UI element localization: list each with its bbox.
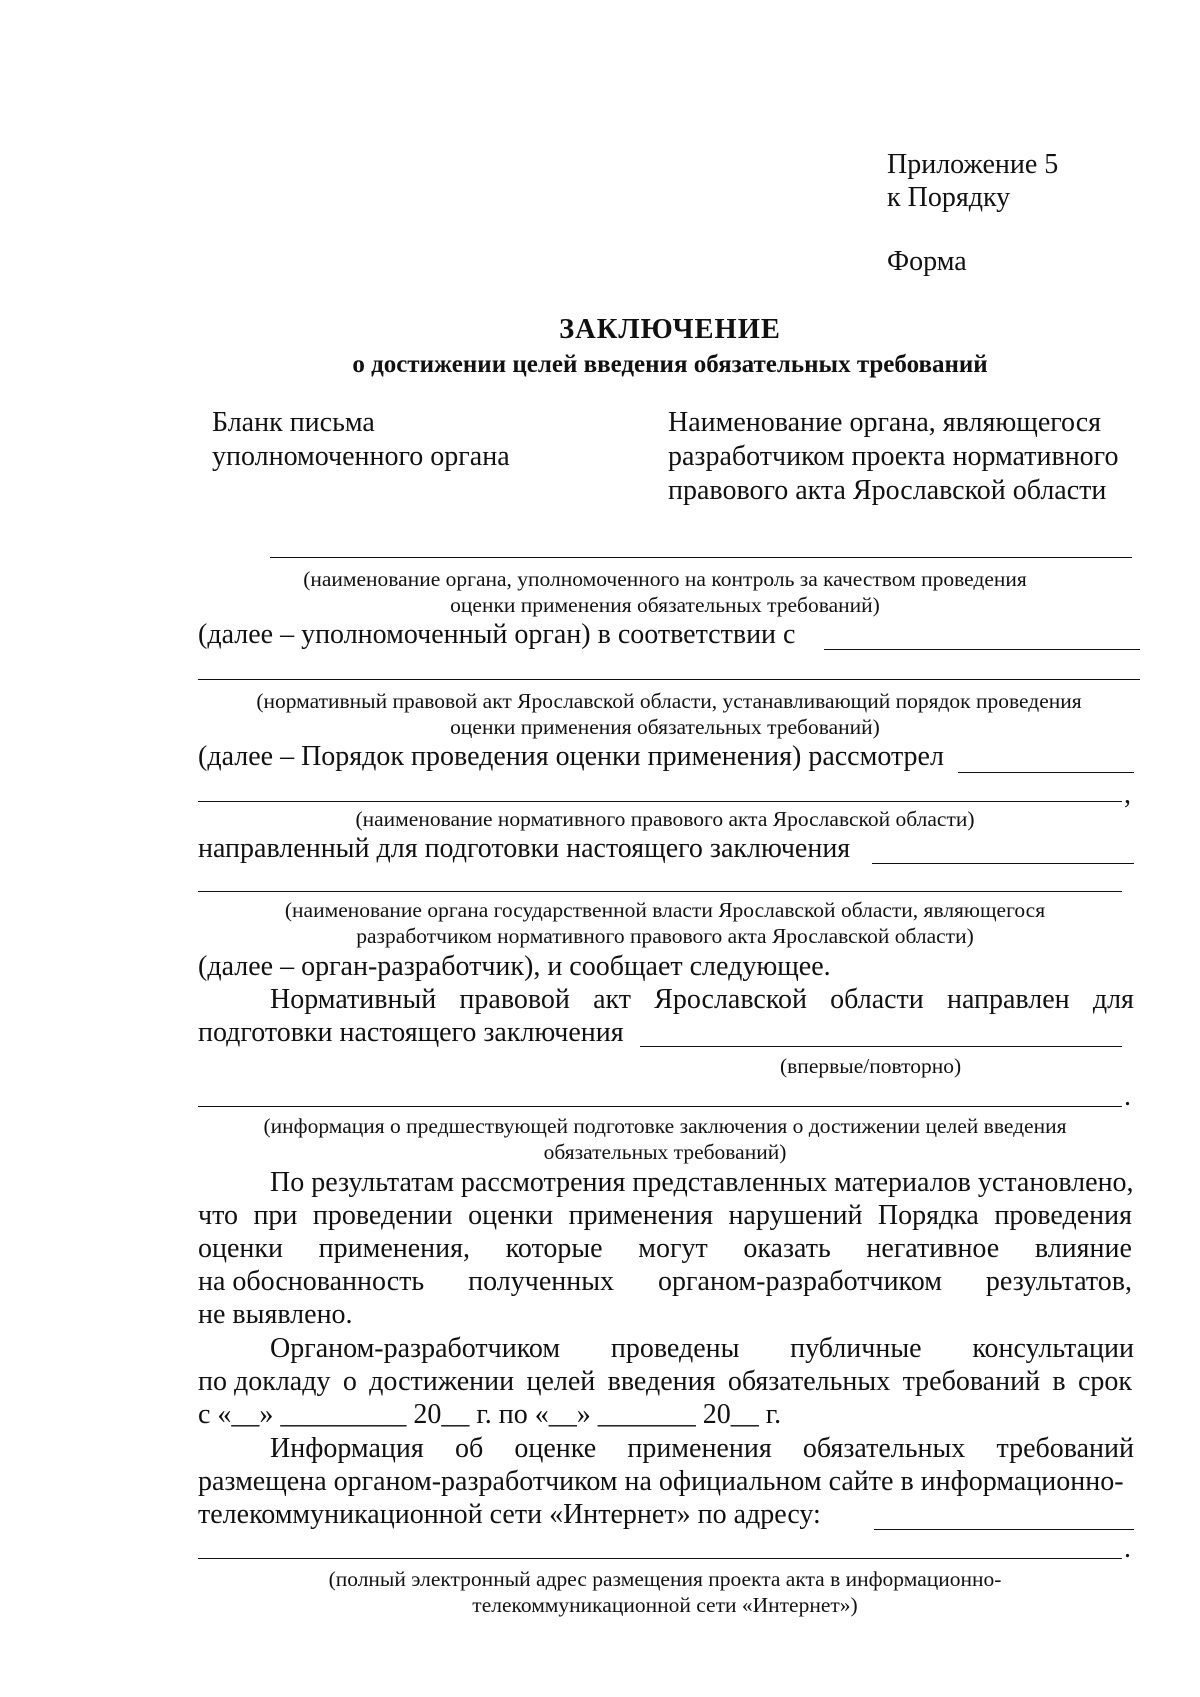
para4-word: обязательных — [802, 1433, 966, 1464]
para3-line3-dates: с «__» _________ 20__ г. по «__» _______ 20__ г. — [198, 1399, 782, 1430]
letterhead-right-line1: Наименование органа, являющегося — [668, 407, 1102, 438]
para2-word: Порядка — [877, 1200, 979, 1231]
para1-word: направлен — [946, 984, 1070, 1015]
line-sent: направленный для подготовки настоящего заключения — [198, 833, 851, 864]
period-mark-1: . — [1124, 1081, 1131, 1112]
hint-prev-1: (информация о предшествующей подготовке заключения о достижении целей введения — [263, 1114, 1067, 1138]
para2-word: негативное — [866, 1233, 1000, 1264]
para2-line5: не выявлено. — [198, 1299, 353, 1330]
para2-word: оценки — [198, 1233, 283, 1264]
para1-word: Ярославской — [654, 984, 807, 1015]
first-repeat-blank — [640, 1046, 1122, 1047]
appendix-label: Приложение 5 — [887, 149, 1059, 180]
hint-prev-2: обязательных требований) — [543, 1140, 787, 1164]
para3-word: Органом-разработчиком — [270, 1333, 561, 1364]
letterhead-left-line2: уполномоченного органа — [212, 441, 510, 472]
para2-word: которые — [505, 1233, 603, 1264]
prev-info-blank — [198, 1106, 1122, 1107]
para2-word: применения — [568, 1200, 713, 1231]
para2-word: что — [198, 1200, 238, 1231]
para3-word: введения — [607, 1366, 716, 1397]
letterhead-right-line3: правового акта Ярославской области — [668, 475, 1107, 506]
para1-word: Нормативный — [270, 984, 437, 1015]
para1-word: правовой — [459, 984, 570, 1015]
to-order-label: к Порядку — [887, 182, 1011, 213]
hint-npa-order-1: (нормативный правовой акт Ярославской области, устанавливающий порядок проведения — [256, 689, 1082, 713]
period-mark-2: . — [1124, 1533, 1131, 1564]
address-blank-a — [874, 1529, 1134, 1530]
para4-line2: размещена органом-разработчиком на официальном сайте в информационно- — [198, 1466, 1124, 1497]
hint-authorized-2: оценки применения обязательных требований) — [450, 593, 880, 617]
para3-word: требований — [902, 1366, 1041, 1397]
npa-name-blank-b — [198, 801, 1122, 802]
hint-npa-name: (наименование нормативного правового акта Ярославской области) — [355, 807, 975, 831]
para2-word: могут — [638, 1233, 708, 1264]
hint-developer-1: (наименование органа государственной власти Ярославской области, являющегося — [284, 898, 1046, 922]
para1-line2: подготовки настоящего заключения — [198, 1017, 624, 1048]
hint-authorized-1: (наименование органа, уполномоченного на контроль за качеством проведения — [303, 567, 1027, 591]
para2-word: применения, — [318, 1233, 471, 1264]
para3-word: срок — [1077, 1366, 1132, 1397]
para4-word: применения — [627, 1433, 772, 1464]
para2-line2 — [198, 1199, 1132, 1232]
hint-first-repeat: (впервые/повторно) — [780, 1054, 962, 1078]
para2-line1: По результатам рассмотрения представленных материалов установлено, — [270, 1167, 1134, 1198]
letterhead-right-line2: разработчиком проекта нормативного — [668, 441, 1119, 472]
para2-word: оказать — [743, 1233, 831, 1264]
form-label: Форма — [887, 246, 967, 277]
line-authorized: (далее – уполномоченный орган) в соответствии с — [198, 619, 796, 650]
para3-line1 — [270, 1332, 1134, 1365]
para3-word: обязательных — [727, 1366, 891, 1397]
para2-word: при — [253, 1200, 298, 1231]
para1-word: области — [830, 984, 924, 1015]
para4-word: об — [454, 1433, 484, 1464]
para2-word: полученных — [468, 1266, 615, 1297]
npa-order-blank-a — [824, 649, 1140, 650]
para2-word: результатов, — [985, 1266, 1132, 1297]
line-order: (далее – Порядок проведения оценки применения) рассмотрел — [198, 741, 944, 772]
para3-word: консультации — [972, 1333, 1134, 1364]
para4-line1 — [270, 1432, 1134, 1465]
para2-word: органом-разработчиком — [658, 1266, 942, 1297]
para4-line3: телекоммуникационной сети «Интернет» по адресу: — [198, 1499, 821, 1530]
para2-word: проведении — [312, 1200, 453, 1231]
para2-word: оценки — [468, 1200, 554, 1231]
hint-address-1: (полный электронный адрес размещения проекта акта в информационно- — [328, 1567, 1002, 1591]
line-developer: (далее – орган-разработчик), и сообщает следующее. — [198, 951, 831, 982]
para3-word: проведены — [610, 1333, 740, 1364]
hint-address-2: телекоммуникационной сети «Интернет») — [472, 1593, 858, 1617]
address-blank-b — [198, 1558, 1122, 1559]
para3-line2 — [198, 1365, 1132, 1398]
hint-developer-2: разработчиком нормативного правового акта Ярославской области) — [356, 924, 974, 948]
authorized-body-blank — [270, 557, 1132, 558]
para2-line3 — [198, 1232, 1132, 1265]
para3-word: публичные — [790, 1333, 922, 1364]
npa-name-blank-a — [958, 772, 1134, 773]
para3-word: целей — [526, 1366, 596, 1397]
para2-line4 — [198, 1265, 1132, 1298]
hint-npa-order-2: оценки применения обязательных требований) — [450, 715, 880, 739]
para3-word: в — [1052, 1366, 1066, 1397]
para3-word: по докладу — [198, 1366, 331, 1397]
para4-word: оценке — [514, 1433, 597, 1464]
para1-line1 — [270, 983, 1134, 1016]
npa-order-blank-b — [198, 679, 1140, 680]
para2-word: влияние — [1034, 1233, 1132, 1264]
para1-word: акт — [593, 984, 631, 1015]
letterhead-left-line1: Бланк письма — [212, 407, 375, 438]
para4-word: требований — [996, 1433, 1134, 1464]
para4-word: Информация — [270, 1433, 424, 1464]
developer-blank-b — [198, 891, 1122, 892]
para2-word: на обоснованность — [198, 1266, 425, 1297]
developer-blank-a — [872, 863, 1134, 864]
para2-word: нарушений — [728, 1200, 863, 1231]
para1-word: для — [1092, 984, 1134, 1015]
para3-word: достижении — [369, 1366, 515, 1397]
comma-mark: , — [1124, 779, 1131, 810]
para3-word: о — [342, 1366, 357, 1397]
document-subtitle: о достижении целей введения обязательных требований — [352, 351, 988, 378]
para2-word: проведения — [994, 1200, 1132, 1231]
document-title: ЗАКЛЮЧЕНИЕ — [559, 314, 781, 345]
